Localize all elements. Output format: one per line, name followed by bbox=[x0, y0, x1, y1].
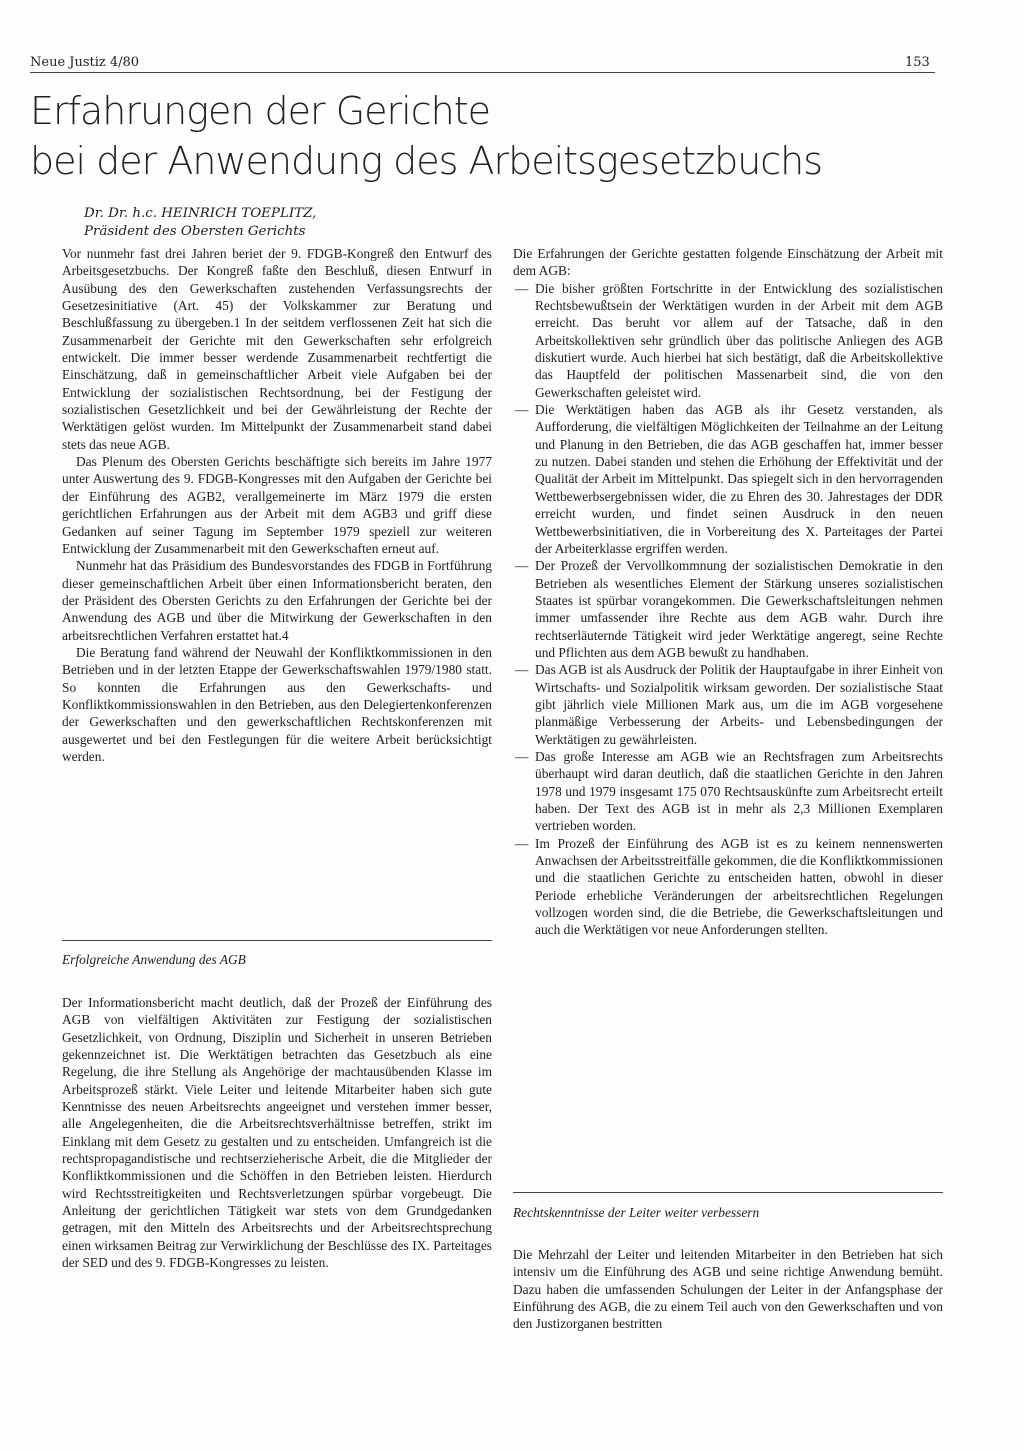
paragraph: Nunmehr hat das Präsidium des Bundesvorstandes des FDGB in Fortführung dieser gemeinschaftlichen Arbeit über einen Informationsbericht beraten, den der Präsident des Obersten Gerichts zu den Erfahrungen der Gerichte bei der Anwendung des AGB und über die Mitwirkung der Gewerkschaften in den arbeitsrechtlichen Verfahren erstattet hat.4 bbox=[62, 558, 492, 643]
assessment-list bbox=[513, 280, 943, 939]
page-number: 153 bbox=[905, 55, 930, 70]
article-title bbox=[30, 86, 822, 186]
paragraph: Das Plenum des Obersten Gerichts beschäftigte sich bereits im Jahre 1977 unter Auswertung des 9. FDGB-Kongresses mit den Aufgaben der Gerichte bei der Einführung des AGB2, verallgemeinerte im März 1979 die ersten gerichtlichen Erfahrungen aus der Arbeit mit dem AGB3 und griff diese Gedanken auf seiner Tagung im September 1979 speziell zur weiteren Entwicklung der Zusammenarbeit mit den Gewerkschaften erneut auf. bbox=[62, 454, 492, 556]
paragraph: Der Informationsbericht macht deutlich, daß der Prozeß der Einführung des AGB von vielfältigen Aktivitäten zur Festigung der sozialistischen Gesetzlichkeit, von Ordnung, Disziplin und Sicherheit in unseren Betrieben gekennzeichnet ist. Die Werktätigen betrachten das Gesetzbuch als eine Regelung, die ihre Stellung als Angehörige der machtausübenden Klasse im Arbeitsprozeß stärkt. Viele Leiter und leitende Mitarbeiter haben sich gute Kenntnisse des neuen Arbeitsrechts angeeignet und verstehen immer besser, alle Angelegenheiten, die die Arbeitsrechtsverhältnisse betreffen, strikt im Einklang mit dem Gesetz zu gestalten und zu entscheiden. Umfangreich ist die rechtspropagandistische und rechtserzieherische Arbeit, die die Mitglieder der Konfliktkommissionen und die Schöffen in den Betrieben leisten. Hierdurch wird Rechtsstreitigkeiten und Rechtsverletzungen spürbar vorgebeugt. Die Anleitung der gerichtlichen Tätigkeit war stets von dem Grundgedanken getragen, mit den Mitteln des Arbeitsrechts und der Arbeitsrechtsprechung einen wirksamen Beitrag zur Verwirklichung der Beschlüsse des IX. Parteitages der SED und des 9. FDGB-Kongresses zu leisten. bbox=[62, 995, 492, 1271]
journal-issue: Neue Justiz 4/80 bbox=[30, 55, 140, 70]
list-item-text: Im Prozeß der Einführung des AGB ist es zu keinem nennenswerten Anwachsen der Arbeitsstreitfälle gekommen, die die Konfliktkommissionen und die staatlichen Gerichte zu entscheiden hatten, obwohl in dieser Periode erhebliche Veränderungen der arbeitsrechtlichen Regelungen vollzogen worden sind, die die Betriebe, die Gewerkschaftsleitungen und auch die Werktätigen vor neue Anforderungen stellten. bbox=[535, 835, 943, 938]
dash-marker: — bbox=[515, 662, 529, 678]
list-item-text: Der Prozeß der Vervollkommnung der sozialistischen Demokratie in den Betrieben als wesentliches Element der Stärkung unseres sozialistischen Staates ist spürbar vorangekommen. Die Gewerkschaftsleitungen nehmen immer umfassender ihre Rechte aus dem AGB wahr. Durch ihre rechtserläuternde Tätigkeit wird jeder Werktätige angeregt, seine Rechte und Pflichten aus dem AGB bewußt zu handhaben. bbox=[535, 558, 943, 660]
dash-marker: — bbox=[515, 402, 529, 418]
section-heading-erfolgreiche-anwendung: Erfolgreiche Anwendung des AGB bbox=[62, 952, 246, 967]
list-item bbox=[513, 748, 943, 835]
author-block bbox=[84, 205, 316, 241]
dash-marker: — bbox=[515, 558, 529, 574]
header-rule bbox=[30, 72, 935, 73]
paragraph: Vor nunmehr fast drei Jahren beriet der 9. FDGB-Kongreß den Entwurf des Arbeitsgesetzbuchs. Der Kongreß faßte den Beschluß, diesen Entwurf in Ausübung des den Gewerkschaften zustehenden Verfassungsrechts der Gesetzesinitiative (Art. 45) der Volkskammer zur Beratung und Beschlußfassung zu übergeben.1 In der seitdem verflossenen Zeit hat sich die Zusammenarbeit der Gerichte mit den Gewerkschaften sehr erfolgreich entwickelt. Die immer besser werdende Zusammenarbeit rechtfertigt die Einschätzung, daß in gemeinschaftlicher Arbeit viele Aufgaben bei der Entwicklung der sozialistischen Rechtsordnung, bei der Festigung der sozialistischen Gesetzlichkeit und bei der Gewährleistung der Rechte der Werktätigen gelöst wurden. Im Mittelpunkt der Zusammenarbeit stand dabei stets das neue AGB. bbox=[62, 246, 492, 452]
list-item bbox=[513, 280, 943, 401]
list-item bbox=[513, 661, 943, 748]
section-heading-rechtskenntnisse: Rechtskenntnisse der Leiter weiter verbessern bbox=[513, 1205, 760, 1220]
list-item bbox=[513, 401, 943, 557]
left-column bbox=[62, 245, 492, 765]
right-column bbox=[513, 245, 943, 939]
list-item-text: Die Werktätigen haben das AGB als ihr Gesetz verstanden, als Aufforderung, die vielfältigen Möglichkeiten der Teilnahme an der Leitung und Planung in den Betrieben, die das AGB geschaffen hat, immer besser zu nutzen. Dabei standen und stehen die Erhöhung der Effektivität und der Qualität der Arbeit im Mittelpunkt. Das spiegelt sich in den hervorragenden Wettbewerbsergebnissen wider, die zu Ehren des 30. Jahrestages der DDR erreicht wurden, und findet seinen Ausdruck in den neuen Wettbewerbsinitiativen, die in Vorbereitung des X. Parteitages der Partei der Arbeiterklasse ergriffen werden. bbox=[535, 402, 943, 556]
author-role: Präsident des Obersten Gerichts bbox=[84, 224, 306, 239]
section-divider bbox=[513, 1192, 943, 1193]
dash-marker: — bbox=[515, 748, 529, 764]
list-item-text: Die bisher größten Fortschritte in der Entwicklung des sozialistischen Rechtsbewußtsein der Werktätigen wurden in der Arbeit mit dem AGB erreicht. Das beruht vor allem auf der Tatsache, daß in den Arbeitskollektiven sehr gründlich über das politische Anliegen des AGB diskutiert wurde. Auch hierbei hat sich bestätigt, daß die Arbeitskollektive das Hauptfeld der politischen Massenarbeit sind, die von den Gewerkschaften geleistet wird. bbox=[535, 280, 943, 400]
dash-marker: — bbox=[515, 280, 529, 296]
right-column-section bbox=[513, 1246, 943, 1333]
paragraph: Die Beratung fand während der Neuwahl der Konfliktkommissionen in den Betrieben und in der letzten Etappe der Gewerkschaftswahlen 1979/1980 statt. So konnten die Erfahrungen aus den Gewerkschafts- und Konfliktkommissionswahlen in den Betrieben, aus den Delegiertenkonferenzen der Gewerkschaften und den gewerkschaftlichen Rechtskonferenzen mit ausgewertet und bei den Festlegungen für die weitere Arbeit berücksichtigt werden. bbox=[62, 644, 492, 764]
paragraph: Die Mehrzahl der Leiter und leitenden Mitarbeiter in den Betrieben hat sich intensiv um die Einführung des AGB und seine richtige Anwendung bemüht. Dazu haben die umfassenden Schulungen der Leiter in der Anfangsphase der Einführung des AGB, die zu einem Teil auch von den Gewerkschaften und von den Justizorganen bestritten bbox=[513, 1247, 943, 1332]
list-item-text: Das AGB ist als Ausdruck der Politik der Hauptaufgabe in ihrer Einheit von Wirtschafts- und Sozialpolitik wirksam geworden. Der sozialistische Staat gibt jährlich viele Millionen Mark aus, um die im AGB vorgesehene planmäßige Verbesserung der Arbeits- und Lebensbedingungen der Werktätigen zu gewährleisten. bbox=[535, 662, 943, 747]
left-column-section bbox=[62, 994, 492, 1272]
list-item bbox=[513, 835, 943, 939]
list-intro: Die Erfahrungen der Gerichte gestatten folgende Einschätzung der Arbeit mit dem AGB: bbox=[513, 246, 943, 279]
dash-marker: — bbox=[515, 835, 529, 851]
list-item bbox=[513, 557, 943, 661]
article-title-line-2: bei der Anwendung des Arbeitsgesetzbuchs bbox=[30, 139, 823, 183]
author-name: Dr. Dr. h.c. HEINRICH TOEPLITZ, bbox=[84, 206, 317, 221]
section-divider bbox=[62, 940, 492, 941]
article-title-line-1: Erfahrungen der Gerichte bbox=[30, 89, 490, 133]
list-item-text: Das große Interesse am AGB wie an Rechtsfragen zum Arbeitsrechts überhaupt wird daran deutlich, daß die staatlichen Gerichte in den Jahren 1978 und 1979 insgesamt 175 070 Rechtsauskünfte zum Arbeitsrecht erteilt haben. Der Text des AGB ist in mehr als 2,3 Millionen Exemplaren vertrieben worden. bbox=[535, 748, 943, 834]
